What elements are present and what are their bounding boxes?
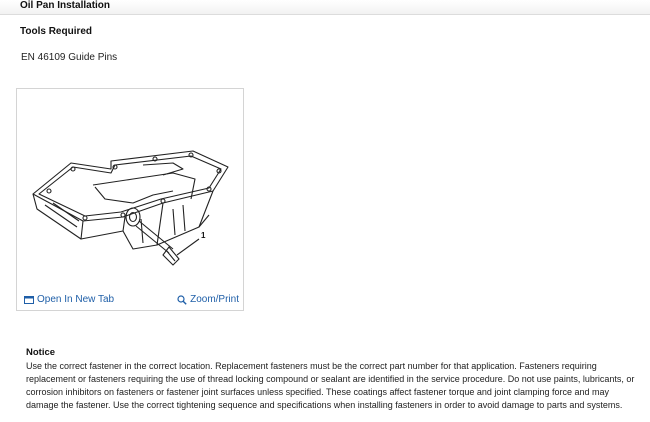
oil-pan-illustration <box>23 99 237 277</box>
magnifier-icon <box>177 295 187 305</box>
open-in-new-tab-label: Open In New Tab <box>37 294 115 305</box>
notice-text: Use the correct fastener in the correct location. Replacement fasteners must be the correct part number for that application. Fasteners requiring replacement or fasteners requiring the use of thread locking compound or sealant are identified in the service procedure. Do not use paints, lubricants, or corrosion inhibitors on fasteners or fastener joint surfaces unless specified. These coatings affect fastener torque and joint clamping force and may damage the fastener. Use the correct tightening sequence and specifications when installing fasteners in order to avoid damage to parts and systems. <box>26 361 635 410</box>
tool-item: EN 46109 Guide Pins <box>21 52 118 63</box>
page-title: Oil Pan Installation <box>20 0 111 11</box>
notice-heading: Notice <box>26 347 56 358</box>
notice-block <box>26 347 636 412</box>
figure-footer <box>17 290 243 310</box>
zoom-print-label: Zoom/Print <box>190 294 239 305</box>
open-in-new-tab-link[interactable] <box>24 294 114 305</box>
open-tab-icon <box>24 295 34 305</box>
zoom-print-link[interactable] <box>177 294 239 305</box>
tools-required-heading: Tools Required <box>20 26 93 37</box>
callout-number: 1 <box>201 231 206 240</box>
illustration-figure <box>16 88 244 311</box>
